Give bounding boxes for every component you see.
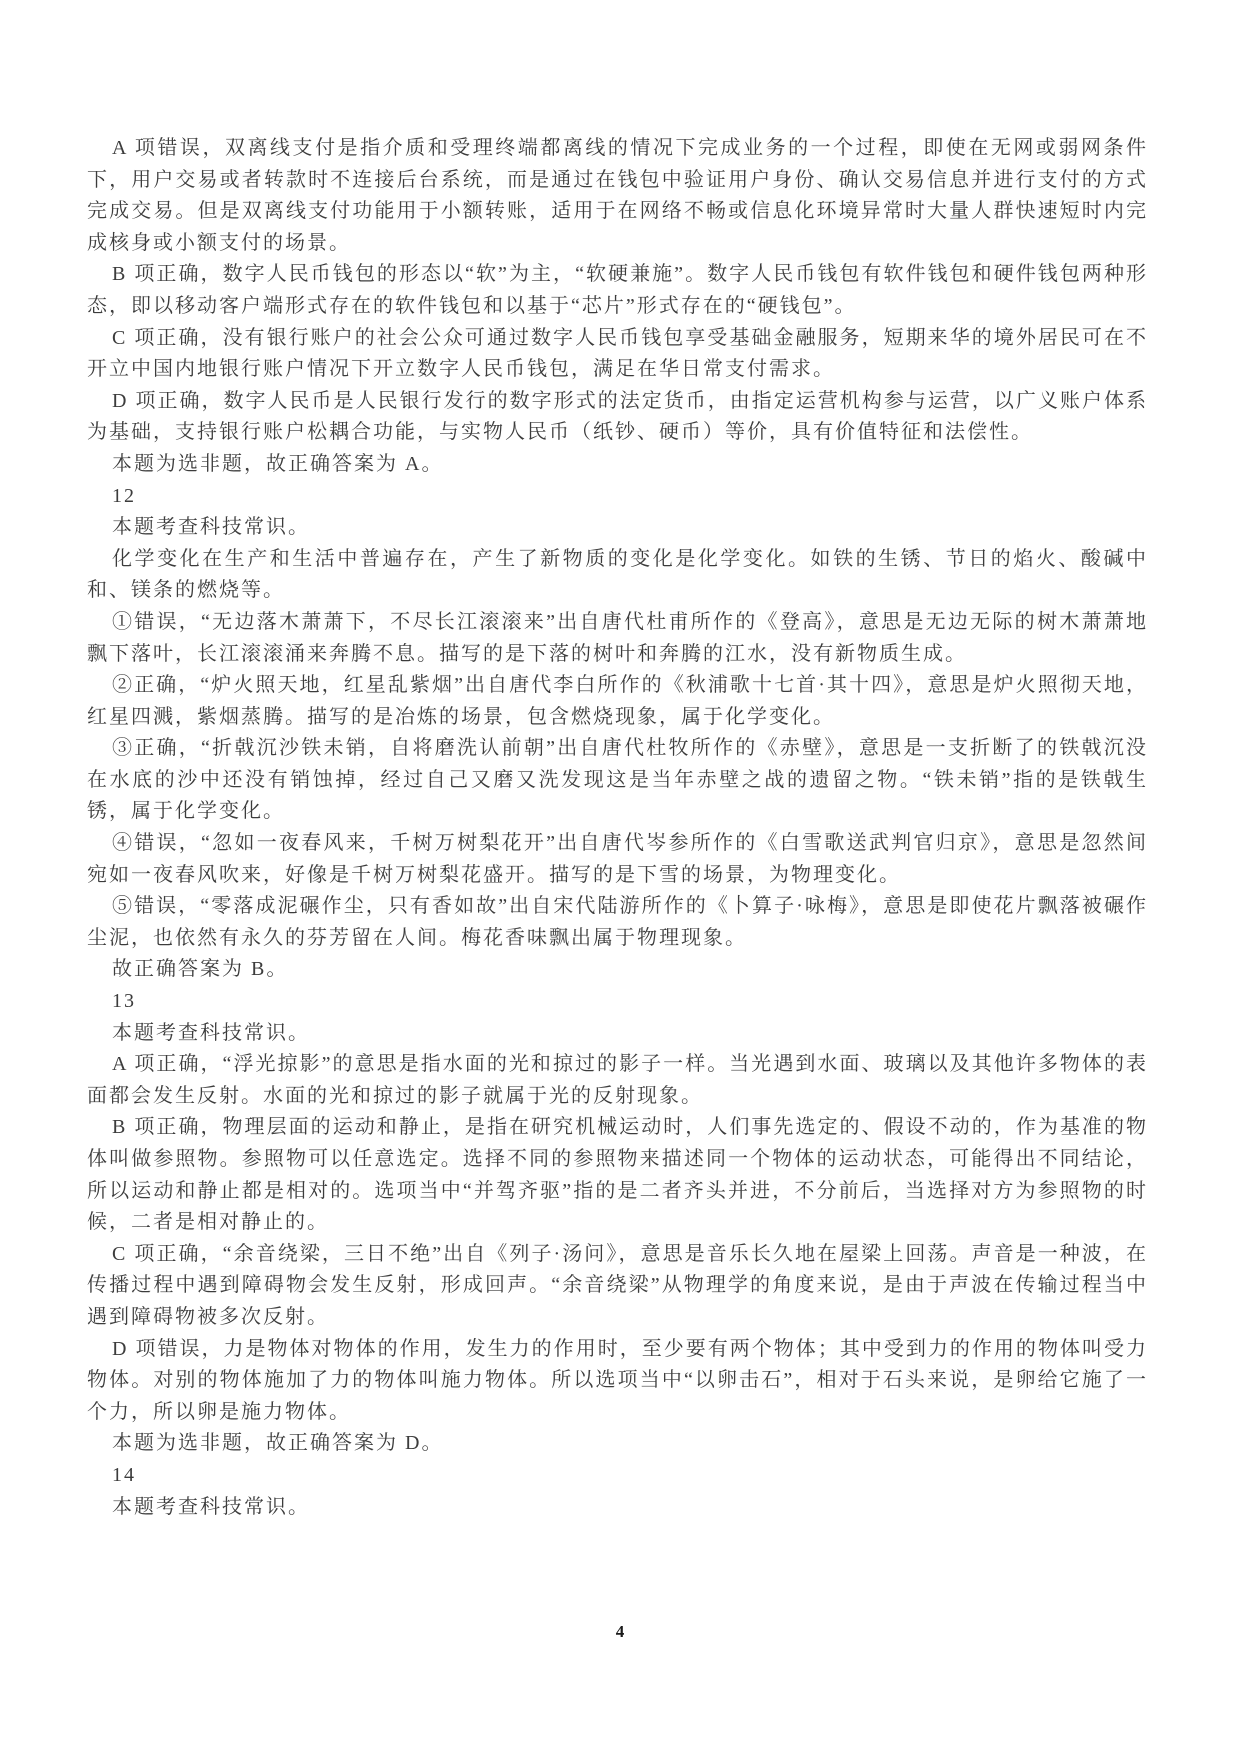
- paragraph: ④错误，“忽如一夜春风来，千树万树梨花开”出自唐代岑参所作的《白雪歌送武判官归京》，意思是忽然间宛如一夜春风吹来，好像是千树万树梨花盛开。描写的是下雪的场景，为物理变化。: [87, 832, 1148, 886]
- paragraph: ②正确，“炉火照天地，红星乱紫烟”出自唐代李白所作的《秋浦歌十七首·其十四》，意思是炉火照彻天地，红星四溅，紫烟蒸腾。描写的是冶炼的场景，包含燃烧现象，属于化学变化。: [87, 674, 1148, 728]
- paragraph: D 项正确，数字人民币是人民银行发行的数字形式的法定货币，由指定运营机构参与运营，以广义账户体系为基础，支持银行账户松耦合功能，与实物人民币（纸钞、硬币）等价，具有价值特征和法偿性。: [87, 389, 1148, 444]
- paragraph: ③正确，“折戟沉沙铁未销，自将磨洗认前朝”出自唐代杜牧所作的《赤壁》，意思是一支折断了的铁戟沉没在水底的沙中还没有销蚀掉，经过自己又磨又洗发现这是当年赤壁之战的遗留之物。“铁未销”指的是铁戟生锈，属于化学变化。: [87, 737, 1148, 823]
- paragraph: ①错误，“无边落木萧萧下，不尽长江滚滚来”出自唐代杜甫所作的《登高》，意思是无边无际的树木萧萧地飘下落叶，长江滚滚涌来奔腾不息。描写的是下落的树叶和奔腾的江水，没有新物质生成。: [87, 610, 1148, 665]
- paragraph: A 项错误，双离线支付是指介质和受理终端都离线的情况下完成业务的一个过程，即使在无网或弱网条件下，用户交易或者转款时不连接后台系统，而是通过在钱包中验证用户身份、确认交易信息并进行支付的方式完成交易。但是双离线支付功能用于小额转账，适用于在网络不畅或信息化环境异常时大量人群快速短时内完成核身或小额支付的场景。: [87, 137, 1148, 254]
- paragraph: ⑤错误，“零落成泥碾作尘，只有香如故”出自宋代陆游所作的《卜算子·咏梅》，意思是即使花片飘落被碾作尘泥，也依然有永久的芬芳留在人间。梅花香味飘出属于物理现象。: [87, 895, 1148, 949]
- paragraph: 本题考查科技常识。: [112, 1021, 310, 1044]
- paragraph: B 项正确，物理层面的运动和静止，是指在研究机械运动时，人们事先选定的、假设不动的，作为基准的物体叫做参照物。参照物可以任意选定。选择不同的参照物来描述同一个物体的运动状态，可能得出不同结论，所以运动和静止都是相对的。选项当中“并驾齐驱”指的是二者齐头并进，不分前后，当选择对方为参照物的时候，二者是相对静止的。: [87, 1116, 1148, 1234]
- paragraph: D 项错误，力是物体对物体的作用，发生力的作用时，至少要有两个物体；其中受到力的作用的物体叫受力物体。对别的物体施加了力的物体叫施力物体。所以选项当中“以卵击石”，相对于石头来说，是卵给它施了一个力，所以卵是施力物体。: [87, 1337, 1148, 1423]
- paragraph: C 项正确，没有银行账户的社会公众可通过数字人民币钱包享受基础金融服务，短期来华的境外居民可在不开立中国内地银行账户情况下开立数字人民币钱包，满足在华日常支付需求。: [87, 326, 1148, 381]
- page-number: 4: [615, 1622, 625, 1641]
- document-body: [87, 133, 1148, 1523]
- paragraph: 12: [112, 484, 136, 507]
- paragraph: 化学变化在生产和生活中普遍存在，产生了新物质的变化是化学变化。如铁的生锈、节日的焰火、酸碱中和、镁条的燃烧等。: [87, 547, 1148, 602]
- paragraph: C 项正确，“余音绕梁，三日不绝”出自《列子·汤问》，意思是音乐长久地在屋梁上回荡。声音是一种波，在传播过程中遇到障碍物会发生反射，形成回声。“余音绕梁”从物理学的角度来说，是由于声波在传输过程当中遇到障碍物被多次反射。: [87, 1242, 1148, 1328]
- paragraph: 故正确答案为 B。: [112, 958, 289, 981]
- paragraph: A 项正确，“浮光掠影”的意思是指水面的光和掠过的影子一样。当光遇到水面、玻璃以及其他许多物体的表面都会发生反射。水面的光和掠过的影子就属于光的反射现象。: [87, 1053, 1148, 1107]
- paragraph: 14: [112, 1463, 136, 1486]
- paragraph: 本题考查科技常识。: [112, 1495, 310, 1518]
- paragraph: 本题为选非题，故正确答案为 D。: [112, 1432, 444, 1455]
- paragraph: B 项正确，数字人民币钱包的形态以“软”为主，“软硬兼施”。数字人民币钱包有软件钱包和硬件钱包两种形态，即以移动客户端形式存在的软件钱包和以基于“芯片”形式存在的“硬钱包”。: [87, 263, 1148, 317]
- paragraph: 本题为选非题，故正确答案为 A。: [112, 452, 444, 475]
- page-footer: [0, 1622, 1240, 1642]
- paragraph: 本题考查科技常识。: [112, 516, 310, 539]
- paragraph: 13: [112, 990, 136, 1013]
